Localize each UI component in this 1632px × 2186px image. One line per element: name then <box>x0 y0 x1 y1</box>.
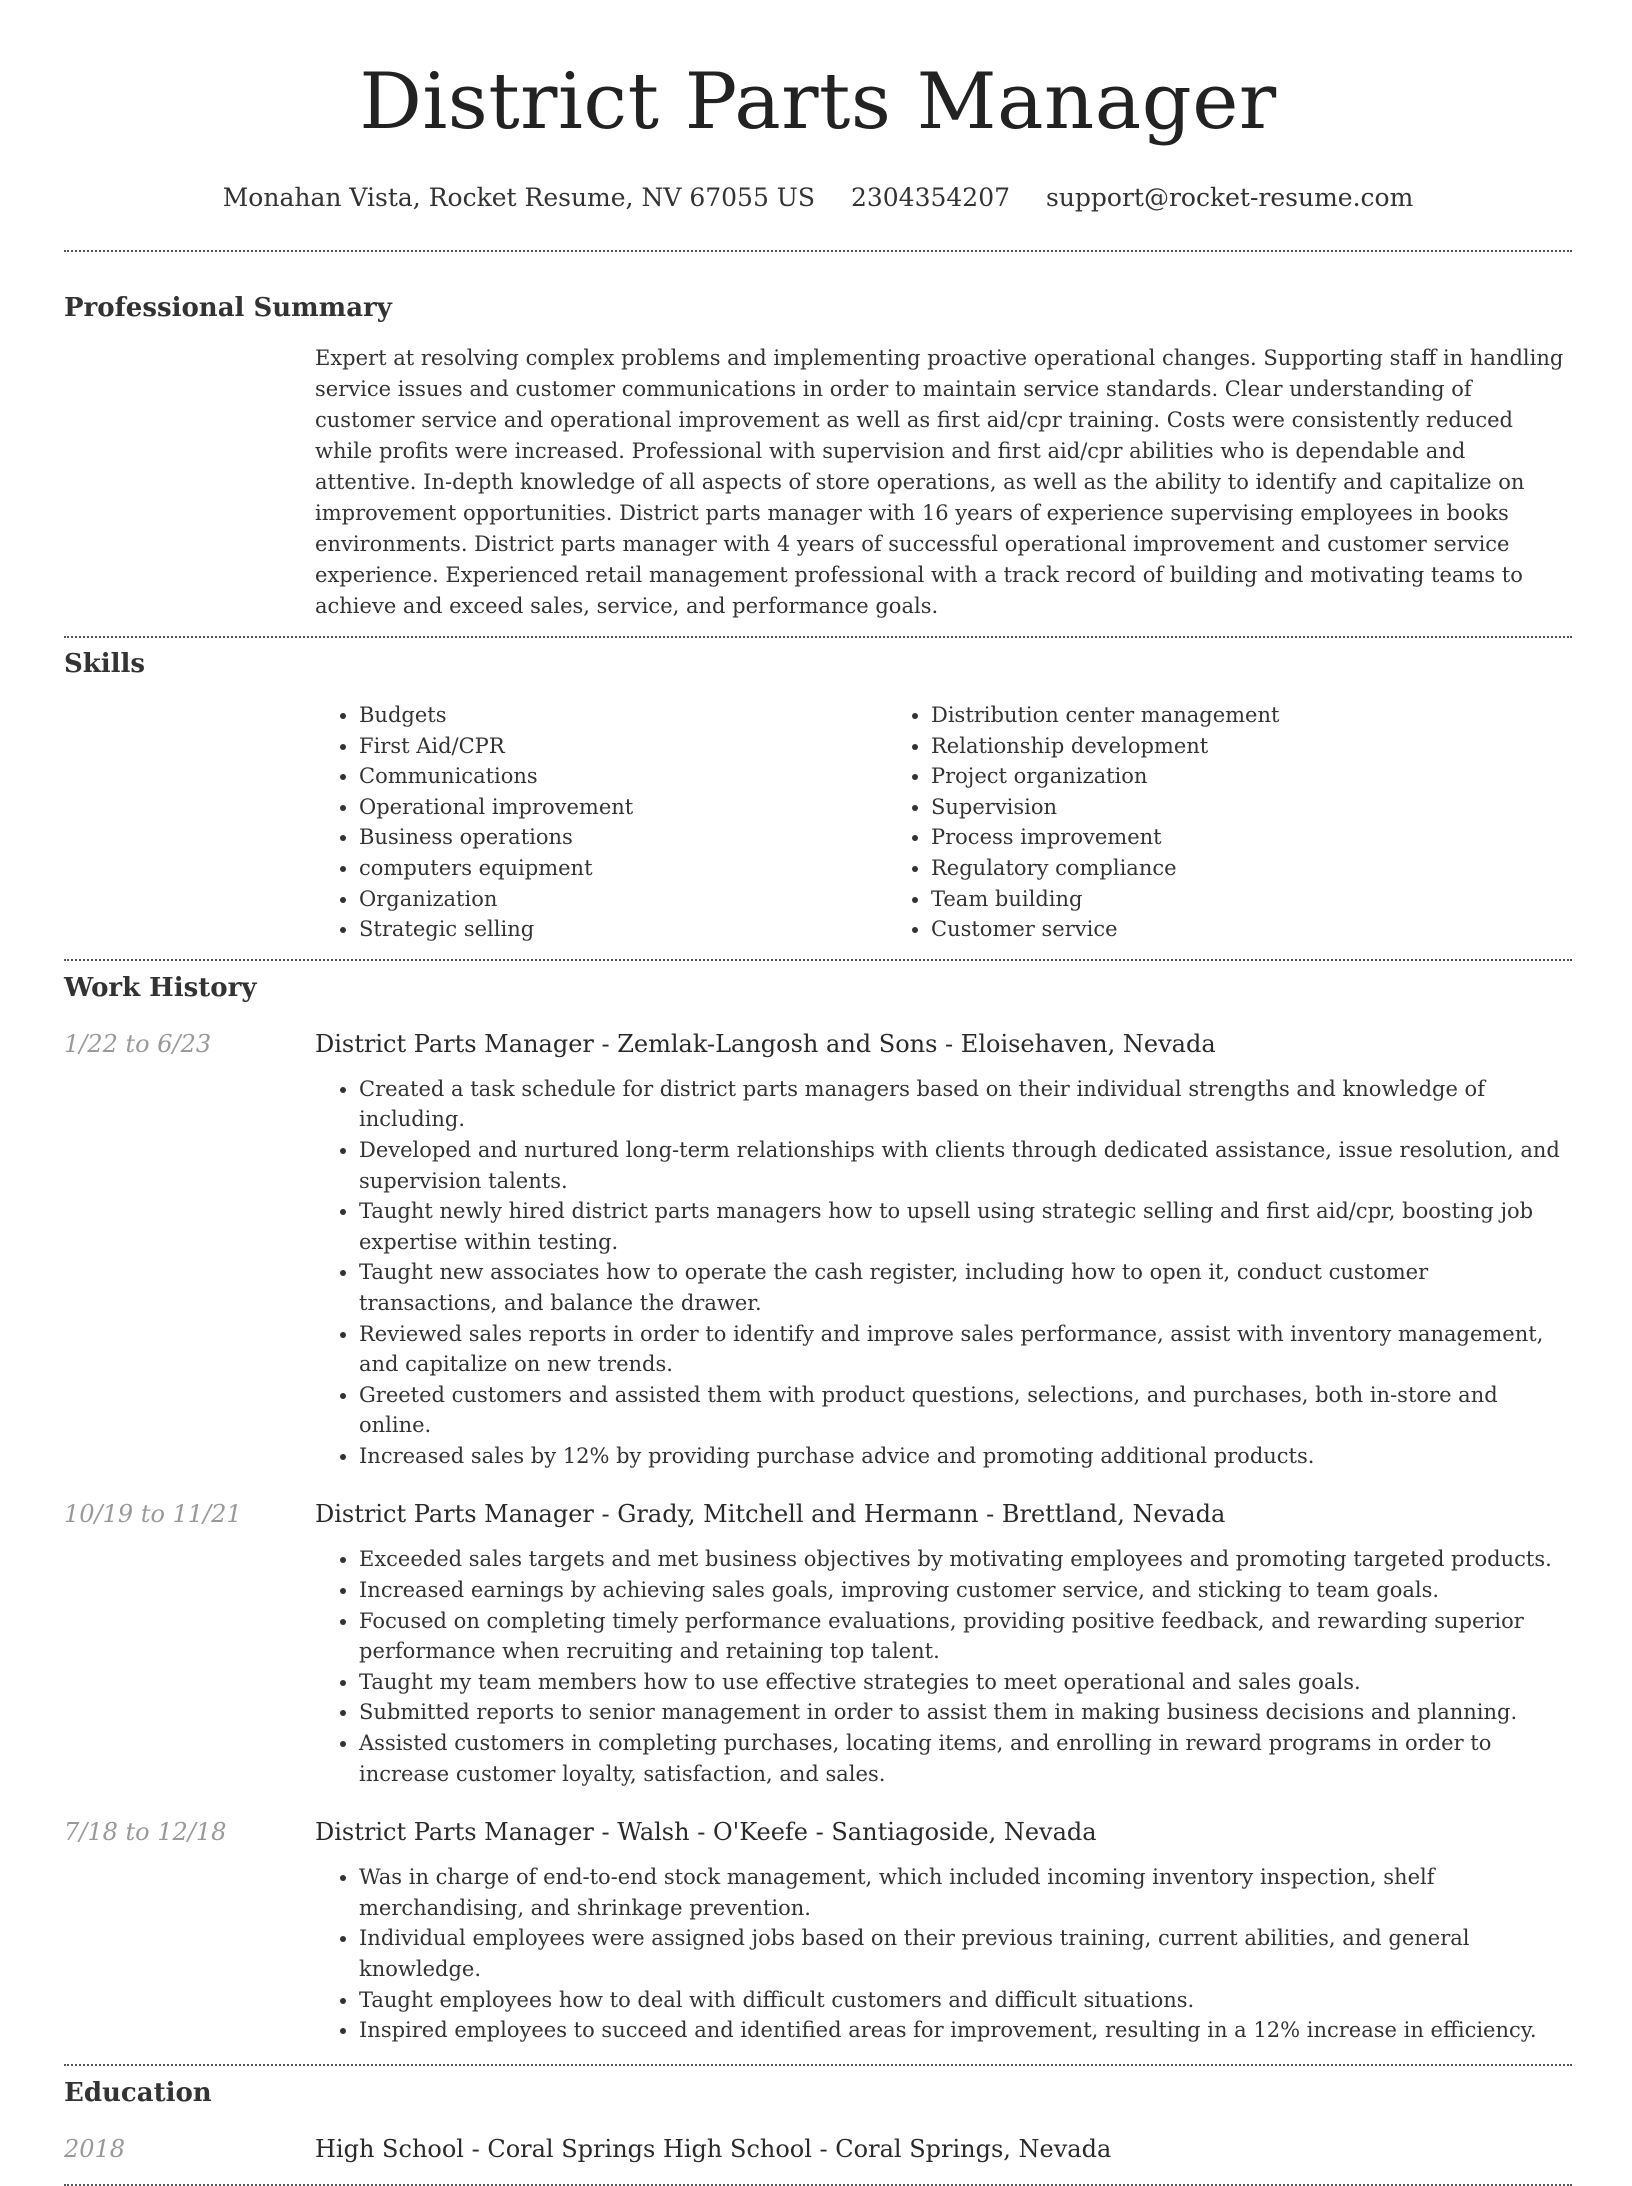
job-bullet: • Taught new associates how to operate the cash register, including how to open it, conduct customer transactions, and balance the drawer. <box>359 1257 1572 1318</box>
summary-title: Professional Summary <box>64 293 392 323</box>
job-bullet: • Reviewed sales reports in order to identify and improve sales performance, assist with inventory management, and capitalize on new trends. <box>359 1319 1572 1380</box>
skill-item: • Supervision <box>931 792 1459 823</box>
job-bullet: • Taught employees how to deal with difficult customers and difficult situations. <box>359 1985 1572 2016</box>
skill-item: • Project organization <box>931 761 1459 792</box>
job-bullet: • Increased earnings by achieving sales goals, improving customer service, and sticking to team goals. <box>359 1575 1572 1606</box>
job-bullets <box>315 1074 1572 1472</box>
job-bullet: • Taught newly hired district parts managers how to upsell using strategic selling and first aid/cpr, boosting job expertise within testing. <box>359 1196 1572 1257</box>
summary-body <box>315 343 1572 622</box>
skills-section <box>64 638 1572 945</box>
skills-title: Skills <box>64 649 146 679</box>
job-bullet: • Inspired employees to succeed and identified areas for improvement, resulting in a 12% increase in efficiency. <box>359 2015 1572 2046</box>
skill-item: • Budgets <box>359 700 887 731</box>
job-dates: 10/19 to 11/21 <box>64 1500 242 1529</box>
education-date: 2018 <box>64 2134 126 2163</box>
job-bullet: • Was in charge of end-to-end stock management, which included incoming inventory inspection, shelf merchandising, and shrinkage prevention. <box>359 1862 1572 1923</box>
job-title: District Parts Manager - Walsh - O'Keefe - Santiagoside, Nevada <box>315 1818 1097 1847</box>
skill-item: • Team building <box>931 884 1459 915</box>
job-title: District Parts Manager - Zemlak-Langosh and Sons - Eloisehaven, Nevada <box>315 1029 1216 1058</box>
job-entry <box>64 1497 1572 1789</box>
job-bullet: • Greeted customers and assisted them with product questions, selections, and purchases, both in-store and online. <box>359 1380 1572 1441</box>
job-bullet: • Focused on completing timely performance evaluations, providing positive feedback, and rewarding superior performance when recruiting and retaining top talent. <box>359 1606 1572 1667</box>
job-bullet: • Created a task schedule for district parts managers based on their individual strengths and knowledge of including. <box>359 1074 1572 1135</box>
skill-item: • Organization <box>359 884 887 915</box>
skills-column-right <box>887 700 1459 945</box>
skill-item: • Distribution center management <box>931 700 1459 731</box>
summary-text: Expert at resolving complex problems and implementing proactive operational changes. Supporting staff in handling service issues and customer communications in order to maintain service standards. Clear understanding of customer service and operational improvement as well as first aid/cpr training. Costs were consistently reduced while profits were increased. Professional with supervision and first aid/cpr abilities who is dependable and attentive. In-depth knowledge of all aspects of store operations, as well as the ability to identify and capitalize on improvement opportunities. District parts manager with 16 years of experience supervising employees in books environments. District parts manager with 4 years of successful operational improvement and customer service experience. Experienced retail management professional with a track record of building and motivating teams to achieve and exceed sales, service, and performance goals. <box>315 346 1564 618</box>
job-dates: 1/22 to 6/23 <box>64 1029 212 1058</box>
job-entry <box>64 1815 1572 2046</box>
skill-item: • Communications <box>359 761 887 792</box>
work-history-section <box>64 961 1572 2046</box>
contact-address: Monahan Vista, Rocket Resume, NV 67055 US <box>222 183 816 212</box>
job-title: District Parts Manager - Grady, Mitchell and Hermann - Brettland, Nevada <box>315 1500 1226 1529</box>
contact-phone: 2304354207 <box>850 183 1011 212</box>
job-header <box>64 1497 1572 1531</box>
job-bullet: • Increased sales by 12% by providing purchase advice and promoting additional products. <box>359 1441 1572 1472</box>
job-bullet: • Assisted customers in completing purchases, locating items, and enrolling in reward programs in order to increase customer loyalty, satisfaction, and sales. <box>359 1728 1572 1789</box>
contact-email: support@rocket-resume.com <box>1045 183 1414 212</box>
job-bullet: • Exceeded sales targets and met business objectives by motivating employees and promoting targeted products. <box>359 1544 1572 1575</box>
job-entry <box>64 1027 1572 1472</box>
skill-item: • Strategic selling <box>359 914 887 945</box>
job-bullet: • Individual employees were assigned jobs based on their previous training, current abilities, and general knowledge. <box>359 1923 1572 1984</box>
skill-item: • Operational improvement <box>359 792 887 823</box>
job-bullet: • Taught my team members how to use effective strategies to meet operational and sales goals. <box>359 1667 1572 1698</box>
skill-item: • First Aid/CPR <box>359 731 887 762</box>
education-entry <box>64 2132 1572 2166</box>
job-bullet: • Submitted reports to senior management in order to assist them in making business decisions and planning. <box>359 1697 1572 1728</box>
education-section <box>64 2066 1572 2166</box>
skill-item: • Customer service <box>931 914 1459 945</box>
skills-list <box>315 700 1572 945</box>
skills-column-left <box>315 700 887 945</box>
education-title-text: High School - Coral Springs High School - Coral Springs, Nevada <box>315 2134 1112 2163</box>
contact-line <box>64 182 1572 214</box>
education-header <box>64 2132 1572 2166</box>
skill-item: • Relationship development <box>931 731 1459 762</box>
job-bullet: • Developed and nurtured long-term relationships with clients through dedicated assistance, issue resolution, and supervision talents. <box>359 1135 1572 1196</box>
job-bullets <box>315 1862 1572 2046</box>
skill-item: • computers equipment <box>359 853 887 884</box>
job-header <box>64 1027 1572 1061</box>
skill-item: • Process improvement <box>931 822 1459 853</box>
resume-page <box>64 0 1572 2186</box>
education-title: Education <box>64 2077 212 2108</box>
work-history-title: Work History <box>64 972 257 1003</box>
job-dates: 7/18 to 12/18 <box>64 1818 227 1847</box>
skill-item: • Regulatory compliance <box>931 853 1459 884</box>
summary-section <box>64 252 1572 622</box>
skill-item: • Business operations <box>359 822 887 853</box>
job-header <box>64 1815 1572 1849</box>
divider <box>64 2184 1572 2186</box>
job-bullets <box>315 1544 1572 1789</box>
resume-name: District Parts Manager <box>359 57 1277 147</box>
